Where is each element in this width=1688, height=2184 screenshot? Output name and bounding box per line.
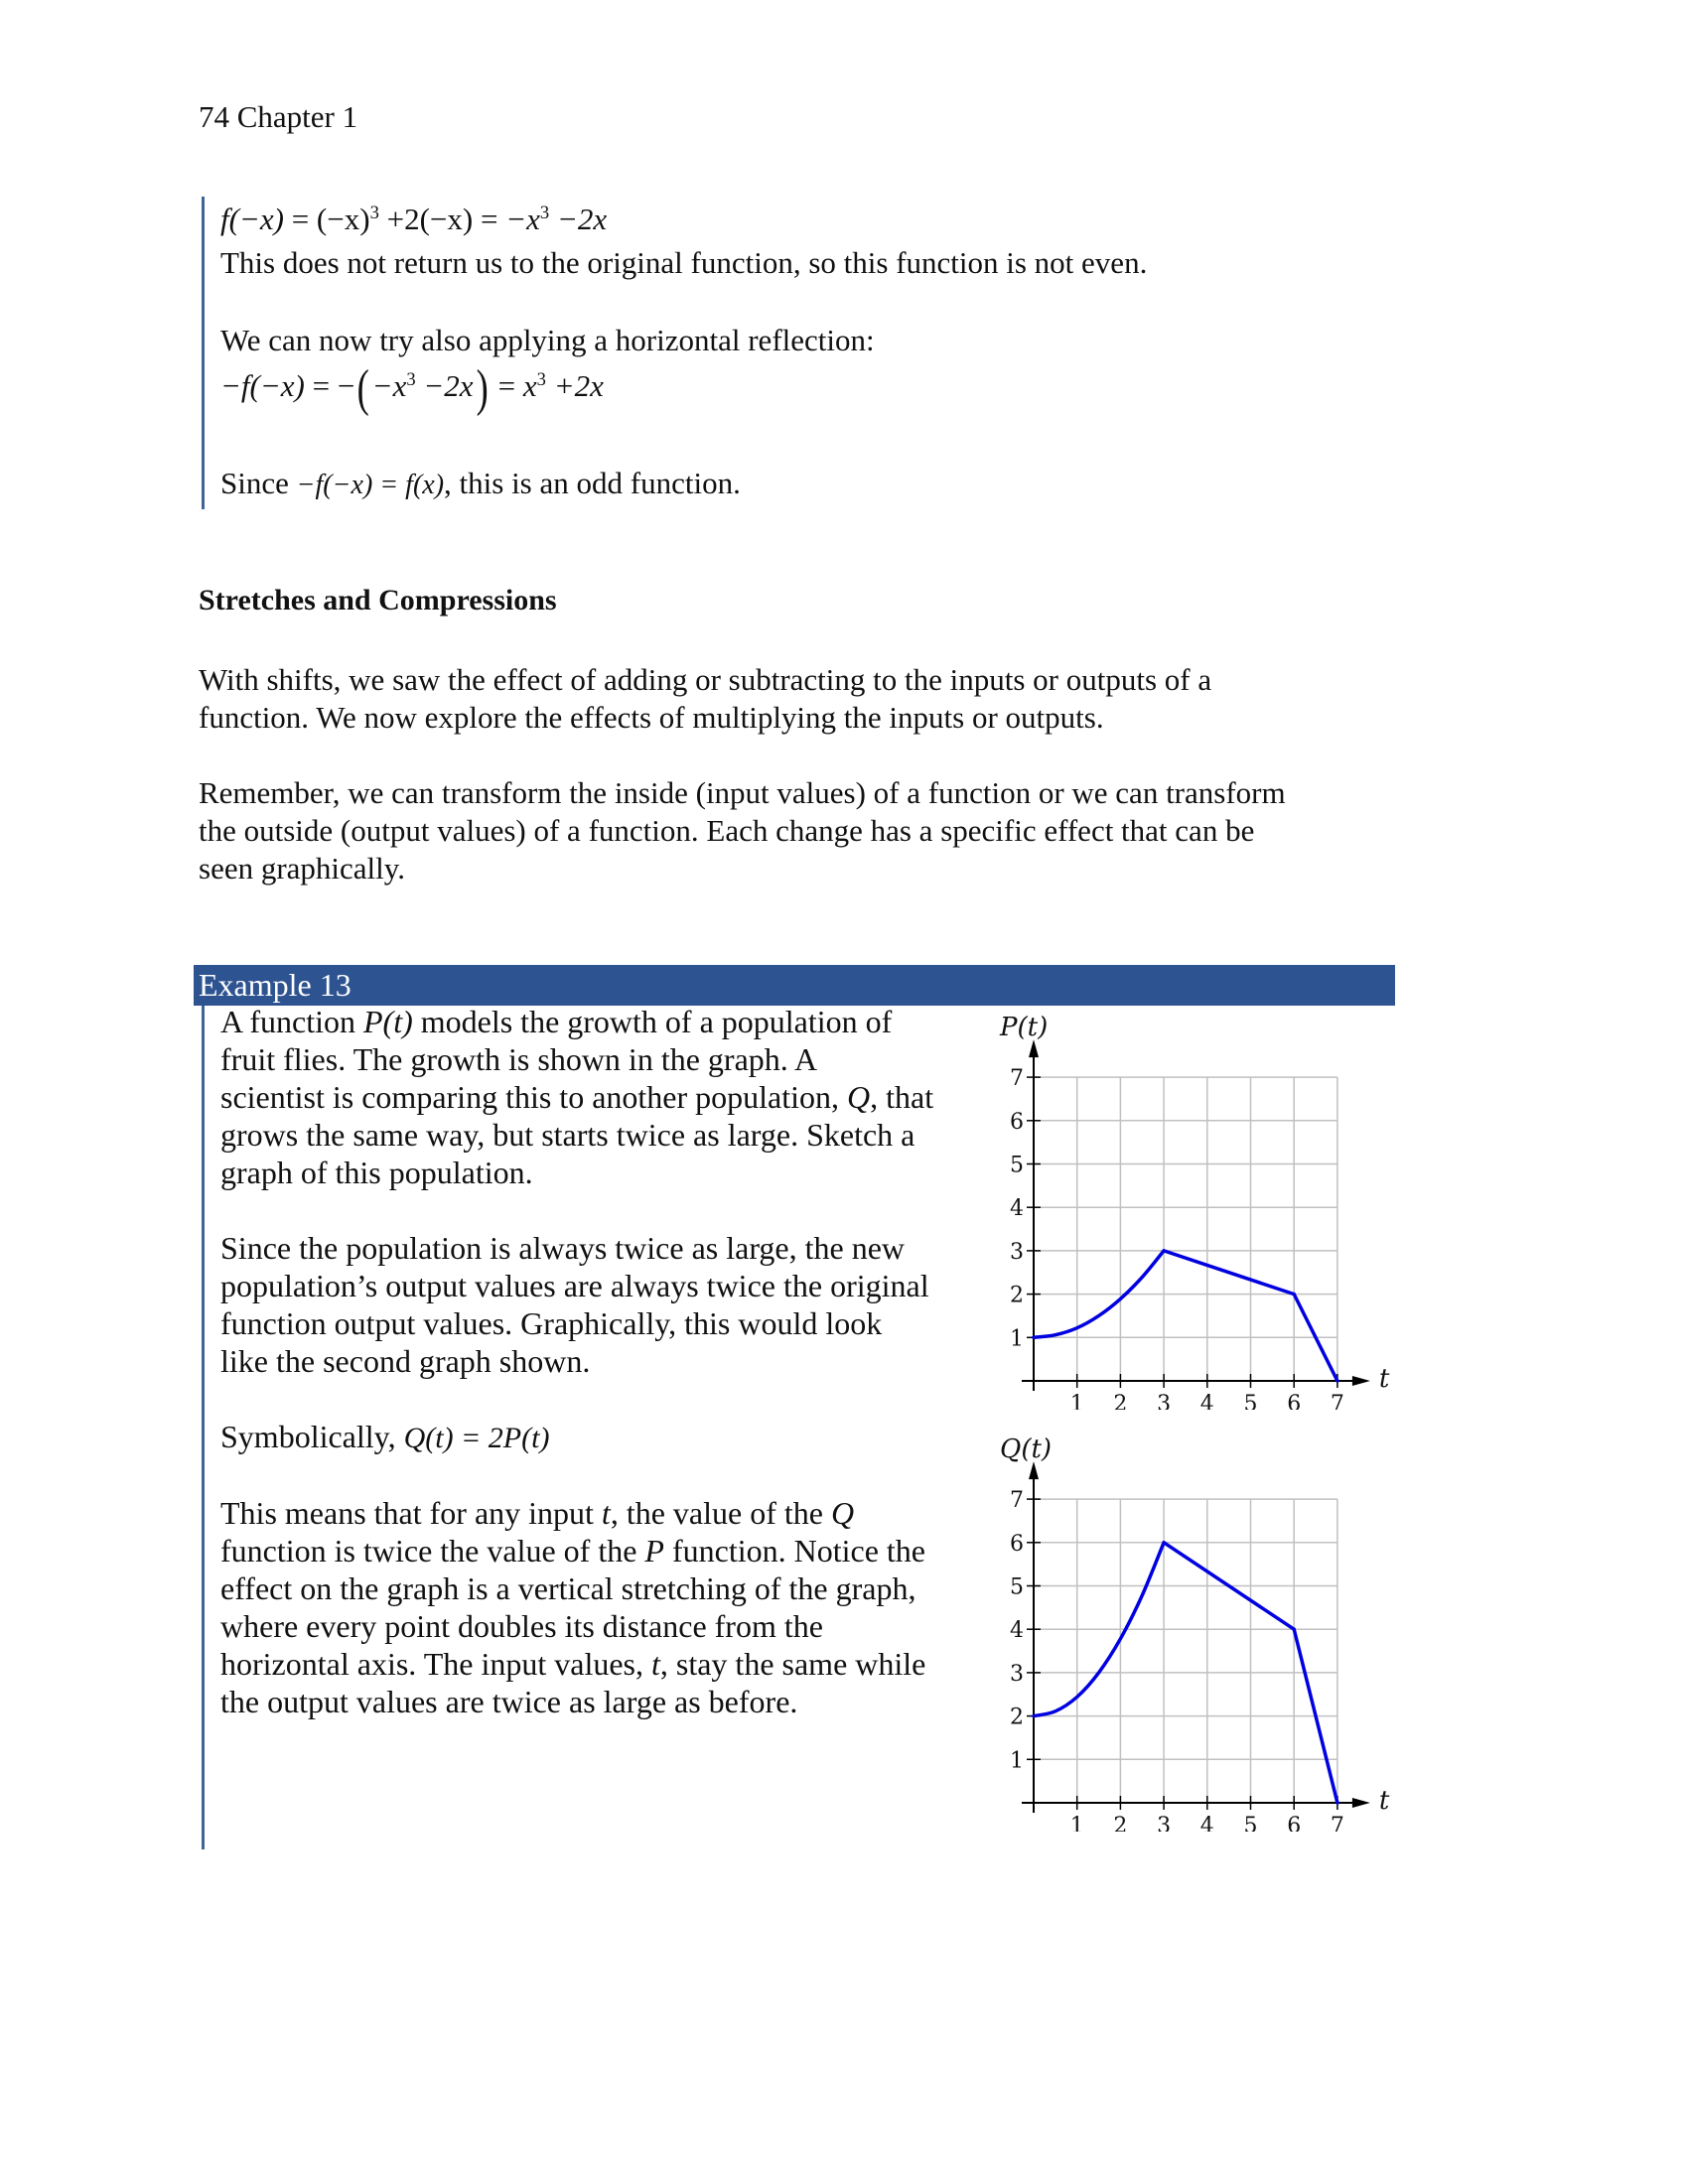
x-axis-arrow-icon (1352, 1376, 1370, 1386)
reflection-text: We can now try also applying a horizontal reflection: (220, 323, 875, 357)
y-tick-label: 2 (1010, 1705, 1024, 1730)
y-tick-label: 4 (1010, 1196, 1024, 1222)
y-tick-label: 1 (1010, 1748, 1024, 1774)
x-axis-label: t (1378, 1786, 1390, 1816)
x-axis-arrow-icon (1352, 1798, 1370, 1808)
y-tick-label: 5 (1010, 1574, 1024, 1600)
x-tick-label: 1 (1069, 1392, 1084, 1410)
y-tick-label: 2 (1010, 1283, 1024, 1308)
y-tick-label: 1 (1010, 1326, 1024, 1352)
y-tick-label: 6 (1010, 1109, 1024, 1135)
x-tick-label: 4 (1199, 1392, 1214, 1410)
equation-f-of-neg-x: $f(-x) = (-x)^3 +2(-x) = -x^3 -2x$ (220, 202, 608, 236)
odd-equation: −f(−x) = f(x) (296, 470, 445, 500)
x-tick-label: 5 (1243, 1814, 1258, 1832)
example-header-bar (194, 965, 1395, 1006)
example-conclusion-text: This means that for any input t, the value of the Q function is twice the value of the P function. Notice the effect on the graph is a vertical stretching of the graph, where every point doubles its distance from the horizontal axis. The input values, t, stay the same while the output values are twice as large as before. (220, 1495, 926, 1719)
example-problem-text: A function P(t) models the growth of a population of fruit flies. The growth is shown in the graph. A scientist is comparing this to another population, Q, that grows the same way, but starts twice as large. Sketch a graph of this population. (220, 1004, 934, 1190)
y-axis-label: P(t) (1000, 1013, 1049, 1043)
x-axis-label: t (1378, 1364, 1390, 1394)
y-axis-label: Q(t) (1000, 1434, 1053, 1465)
q-equals-2p: Q(t) = 2P(t) (403, 1422, 550, 1454)
example-side-bar (202, 1006, 205, 1849)
example-explanation-text: Since the population is always twice as large, the new population’s output values are always twice the original function output values. Graphically, this would look like the second graph shown. (220, 1230, 929, 1379)
intro-paragraph-2: Remember, we can transform the inside (input values) of a function or we can transform the outside (output values) of a function. Each change has a specific effect that can be seen graphically. (199, 775, 1286, 886)
y-tick-label: 6 (1010, 1531, 1024, 1557)
x-tick-label: 5 (1243, 1392, 1258, 1410)
graph-q-of-t (983, 1434, 1400, 1832)
not-even-text: This does not return us to the original function, so this function is not even. (220, 245, 1148, 280)
equation-neg-f-of-neg-x: $-f(-x) = -(-x^3 -2x) = x^3 +2x$ (220, 360, 604, 418)
example-side-bar (202, 197, 205, 509)
y-tick-label: 7 (1010, 1488, 1024, 1514)
x-tick-label: 3 (1157, 1392, 1172, 1410)
x-tick-label: 1 (1069, 1814, 1084, 1832)
x-tick-label: 3 (1157, 1814, 1172, 1832)
intro-paragraph-1: With shifts, we saw the effect of adding or subtracting to the inputs or outputs of a function. We now explore the effects of multiplying the inputs or outputs. (199, 662, 1212, 735)
page-header: 74 Chapter 1 (199, 99, 358, 134)
x-tick-label: 6 (1287, 1392, 1302, 1410)
x-tick-label: 6 (1287, 1814, 1302, 1832)
x-tick-label: 2 (1113, 1814, 1128, 1832)
y-tick-label: 4 (1010, 1618, 1024, 1644)
x-tick-label: 2 (1113, 1392, 1128, 1410)
y-tick-label: 5 (1010, 1153, 1024, 1178)
odd-function-text: Since −f(−x) = f(x), this is an odd function. (220, 466, 741, 500)
y-tick-label: 3 (1010, 1239, 1024, 1265)
y-tick-label: 3 (1010, 1661, 1024, 1687)
y-tick-label: 7 (1010, 1066, 1024, 1092)
series-line-segment (1164, 1251, 1294, 1295)
x-tick-label: 7 (1330, 1392, 1344, 1410)
section-heading: Stretches and Compressions (199, 584, 557, 616)
example-title: Example 13 (199, 967, 352, 1003)
graph-p-of-t (983, 1013, 1400, 1410)
symbolic-equation-line: Symbolically, Q(t) = 2P(t) (220, 1419, 550, 1454)
x-tick-label: 4 (1199, 1814, 1214, 1832)
x-tick-label: 7 (1330, 1814, 1344, 1832)
